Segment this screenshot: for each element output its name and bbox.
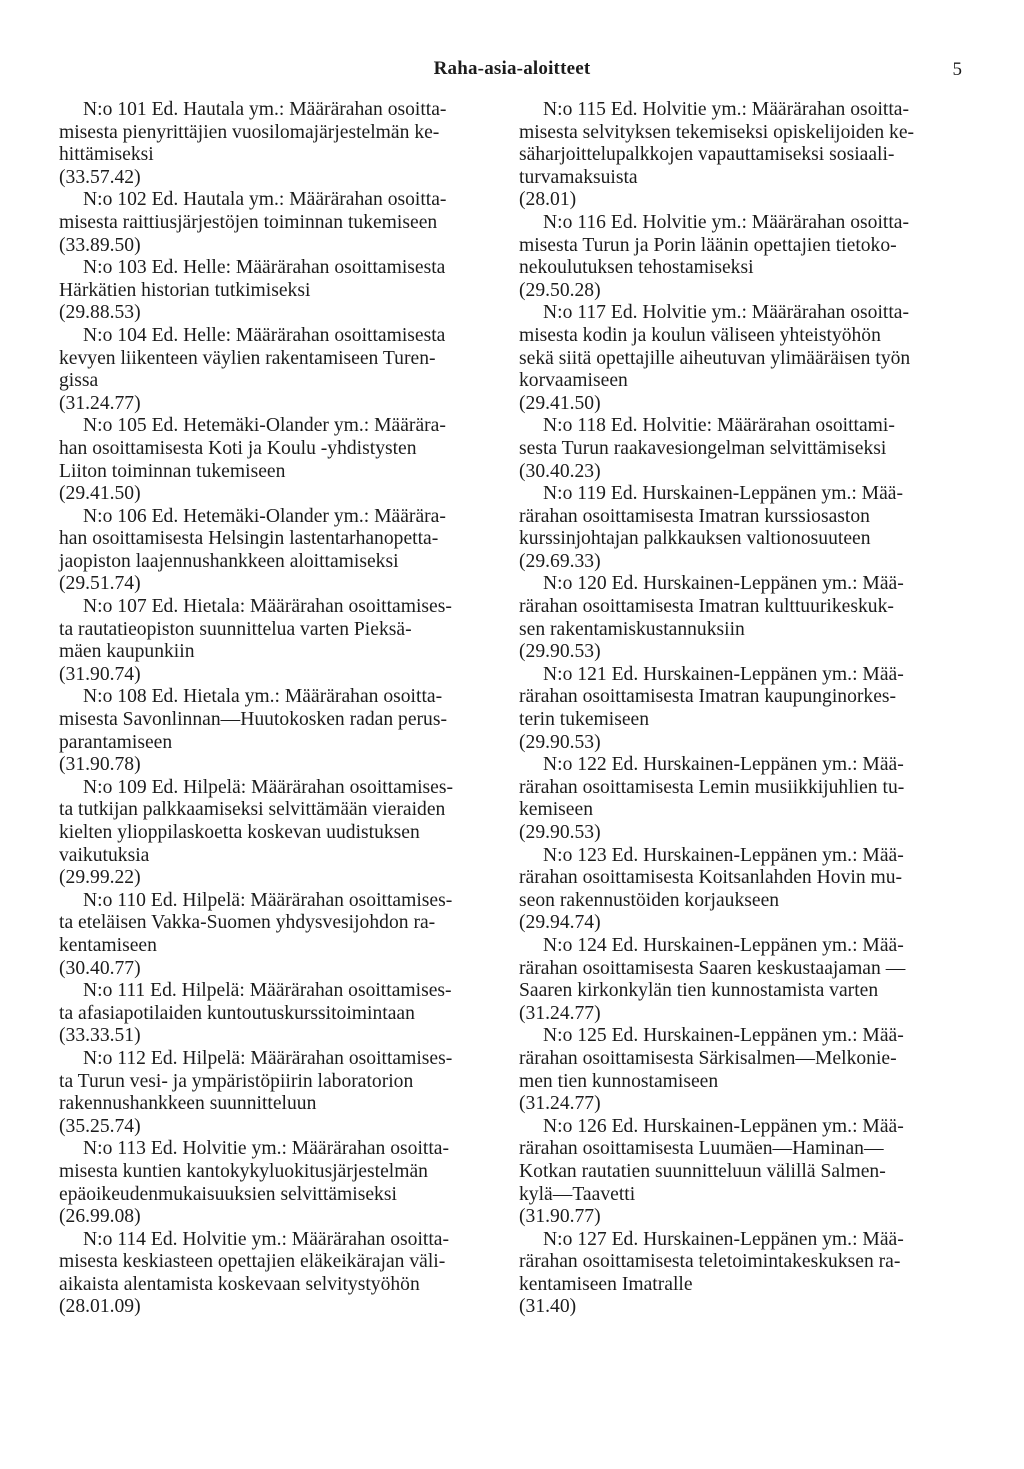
motion-heading-line: N:o 116 Ed. Holvitie ym.: Määrärahan osoitta-	[543, 211, 910, 233]
budget-item-code: (29.50.28)	[519, 279, 601, 301]
motion-heading-line: N:o 127 Ed. Hurskainen-Leppänen ym.: Mää-	[543, 1228, 904, 1250]
motion-text-line: rärahan osoittamisesta Lemin musiikkijuhlien tu-	[519, 776, 905, 798]
motion-text-line: rärahan osoittamisesta Imatran kaupunginorkes-	[519, 686, 897, 708]
budget-item-code: (31.90.78)	[59, 754, 141, 776]
motion-text-line: han osoittamisesta Koti ja Koulu -yhdistysten	[59, 437, 417, 459]
motion-text-line: kevyen liikenteen väylien rakentamiseen Turen-	[59, 347, 436, 369]
motion-text-line: rärahan osoittamisesta Imatran kulttuurikeskuk-	[519, 596, 894, 618]
motion-entry	[59, 99, 504, 189]
motion-heading-line: N:o 107 Ed. Hietala: Määrärahan osoittamises-	[83, 596, 452, 618]
motion-entry	[519, 99, 964, 212]
motion-entry	[519, 212, 964, 302]
motion-heading-line: N:o 110 Ed. Hilpelä: Määrärahan osoittamises-	[83, 889, 453, 911]
motion-text-line: ta tutkijan palkkaamiseksi selvittämään vieraiden	[59, 799, 446, 821]
motion-heading-line: N:o 123 Ed. Hurskainen-Leppänen ym.: Mää-	[543, 844, 904, 866]
budget-item-code: (33.57.42)	[59, 166, 141, 188]
motion-entry	[519, 573, 964, 663]
budget-item-code: (26.99.08)	[59, 1206, 141, 1228]
motion-heading-line: N:o 101 Ed. Hautala ym.: Määrärahan osoitta-	[83, 99, 447, 120]
motion-entry	[59, 189, 504, 257]
budget-item-code: (28.01)	[519, 189, 577, 211]
motion-text-line: hittämiseksi	[59, 144, 154, 166]
motion-entry	[519, 664, 964, 754]
page-title: Raha-asia-aloitteet	[433, 58, 591, 79]
motion-text-line: jaopiston laajennushankkeen aloittamiseksi	[59, 550, 399, 572]
motion-text-line: ta eteläisen Vakka-Suomen yhdysvesijohdon ra-	[59, 912, 436, 934]
motion-text-line: sesta Turun raakavesiongelman selvittämiseksi	[519, 437, 887, 459]
motion-text-line: misesta Turun ja Porin läänin opettajien tietoko-	[519, 234, 897, 256]
motion-text-line: rakennushankkeen suunnitteluun	[59, 1093, 317, 1115]
budget-item-code: (30.40.23)	[519, 460, 601, 482]
motion-text-line: misesta raittiusjärjestöjen toiminnan tukemiseen	[59, 211, 438, 233]
motion-entry	[519, 935, 964, 1025]
motion-text-line: vaikutuksia	[59, 844, 150, 866]
budget-item-code: (29.94.74)	[519, 912, 601, 934]
motion-heading-line: N:o 120 Ed. Hurskainen-Leppänen ym.: Mää-	[543, 573, 904, 595]
motion-text-line: nekoulutuksen tehostamiseksi	[519, 257, 754, 279]
motion-heading-line: N:o 115 Ed. Holvitie ym.: Määrärahan osoitta-	[543, 99, 910, 120]
motion-heading-line: N:o 111 Ed. Hilpelä: Määrärahan osoittamises-	[83, 980, 452, 1002]
motion-heading-line: N:o 109 Ed. Hilpelä: Määrärahan osoittamises-	[83, 776, 454, 798]
motion-heading-line: N:o 125 Ed. Hurskainen-Leppänen ym.: Mää-	[543, 1025, 904, 1047]
motion-text-line: kentamiseen	[59, 934, 157, 956]
motion-text-line: kentamiseen Imatralle	[519, 1273, 693, 1295]
motion-heading-line: N:o 114 Ed. Holvitie ym.: Määrärahan osoitta-	[83, 1228, 450, 1250]
motion-text-line: rärahan osoittamisesta Särkisalmen—Melkonie-	[519, 1047, 897, 1069]
motion-text-line: misesta keskiasteen opettajien eläkeikärajan väli-	[59, 1251, 446, 1273]
motion-text-line: misesta selvityksen tekemiseksi opiskelijoiden ke-	[519, 121, 915, 143]
budget-item-code: (29.41.50)	[59, 483, 141, 505]
budget-item-code: (30.40.77)	[59, 957, 141, 979]
page-number: 5	[952, 59, 962, 80]
motion-entry	[59, 415, 504, 505]
motion-text-line: kurssinjohtajan palkkauksen valtionosuuteen	[519, 528, 871, 550]
motion-text-line: rärahan osoittamisesta Imatran kurssiosaston	[519, 505, 870, 527]
motion-text-line: korvaamiseen	[519, 370, 628, 392]
motion-heading-line: N:o 117 Ed. Holvitie ym.: Määrärahan osoitta-	[543, 302, 910, 324]
motion-text-line: Saaren kirkonkylän tien kunnostamista varten	[519, 980, 879, 1002]
motion-text-line: men tien kunnostamiseen	[519, 1070, 719, 1092]
motion-heading-line: N:o 122 Ed. Hurskainen-Leppänen ym.: Mää-	[543, 754, 904, 776]
motion-text-line: ta Turun vesi- ja ympäristöpiirin laboratorion	[59, 1070, 414, 1092]
motion-entry	[519, 754, 964, 844]
motion-entry	[519, 1025, 964, 1115]
motion-text-line: terin tukemiseen	[519, 709, 650, 731]
budget-item-code: (28.01.09)	[59, 1296, 141, 1318]
budget-item-code: (35.25.74)	[59, 1115, 141, 1137]
motion-text-line: ta afasiapotilaiden kuntoutuskurssitoimintaan	[59, 1002, 415, 1024]
motion-text-line: misesta Savonlinnan—Huutokosken radan perus-	[59, 709, 447, 731]
motion-text-line: han osoittamisesta Helsingin lastentarhanopetta-	[59, 528, 439, 550]
motion-text-line: rärahan osoittamisesta teletoimintakeskuksen ra-	[519, 1251, 901, 1273]
motion-entry	[519, 1116, 964, 1229]
motion-heading-line: N:o 124 Ed. Hurskainen-Leppänen ym.: Mää-	[543, 934, 904, 956]
motion-entry	[59, 1138, 504, 1228]
motion-text-line: rärahan osoittamisesta Saaren keskustaajaman —	[519, 957, 906, 979]
left-column	[59, 99, 504, 1319]
running-header	[0, 58, 1024, 90]
motion-text-line: Härkätien historian tutkimiseksi	[59, 279, 311, 301]
motion-heading-line: N:o 102 Ed. Hautala ym.: Määrärahan osoitta-	[83, 189, 447, 211]
motion-heading-line: N:o 118 Ed. Holvitie: Määrärahan osoittami-	[543, 415, 895, 437]
motion-entry	[59, 257, 504, 325]
motion-text-line: sen rakentamiskustannuksiin	[519, 618, 745, 640]
motion-entry	[59, 506, 504, 596]
motion-text-line: misesta kodin ja koulun väliseen yhteistyöhön	[519, 324, 881, 346]
motion-entry	[59, 1229, 504, 1319]
budget-item-code: (29.41.50)	[519, 392, 601, 414]
motion-text-line: Liiton toiminnan tukemiseen	[59, 460, 286, 482]
motion-entry	[519, 845, 964, 935]
motion-text-line: parantamiseen	[59, 731, 173, 753]
motion-entry	[59, 1048, 504, 1138]
right-column	[519, 99, 964, 1319]
motion-text-line: Kotkan rautatien suunnitteluun välillä Salmen-	[519, 1160, 886, 1182]
motion-heading-line: N:o 121 Ed. Hurskainen-Leppänen ym.: Mää-	[543, 663, 904, 685]
motion-text-line: seon rakennustöiden korjaukseen	[519, 889, 780, 911]
budget-item-code: (29.90.53)	[519, 822, 601, 843]
motion-entry	[519, 415, 964, 483]
motion-entry	[59, 890, 504, 980]
budget-item-code: (29.69.33)	[519, 550, 601, 572]
motion-text-line: säharjoittelupalkkojen vapauttamiseksi sosiaali-	[519, 144, 895, 166]
motion-heading-line: N:o 106 Ed. Hetemäki-Olander ym.: Määrära-	[83, 505, 446, 527]
motion-text-line: kielten ylioppilaskoetta koskevan uudistuksen	[59, 822, 420, 843]
motion-entry	[59, 686, 504, 776]
motion-heading-line: N:o 119 Ed. Hurskainen-Leppänen ym.: Mää-	[543, 483, 904, 505]
budget-item-code: (31.90.74)	[59, 663, 141, 685]
motion-text-line: sekä siitä opettajille aiheutuvan ylimääräisen työn	[519, 347, 911, 369]
motion-text-line: kylä—Taavetti	[519, 1183, 636, 1205]
motion-heading-line: N:o 105 Ed. Hetemäki-Olander ym.: Määrära-	[83, 415, 446, 437]
motion-text-line: misesta kuntien kantokykyluokitusjärjestelmän	[59, 1160, 428, 1182]
motion-entry	[519, 483, 964, 573]
motion-entry	[519, 302, 964, 415]
budget-item-code: (29.88.53)	[59, 302, 141, 324]
budget-item-code: (29.99.22)	[59, 867, 141, 889]
budget-item-code: (33.89.50)	[59, 234, 141, 256]
motion-heading-line: N:o 112 Ed. Hilpelä: Määrärahan osoittamises-	[83, 1047, 453, 1069]
motion-text-line: kemiseen	[519, 799, 593, 821]
motion-text-line: mäen kaupunkiin	[59, 641, 195, 663]
motion-text-line: misesta pienyrittäjien vuosilomajärjestelmän ke-	[59, 121, 440, 143]
motion-heading-line: N:o 108 Ed. Hietala ym.: Määrärahan osoitta-	[83, 686, 443, 708]
motion-text-line: rärahan osoittamisesta Luumäen—Haminan—	[519, 1138, 884, 1160]
budget-item-code: (33.33.51)	[59, 1025, 141, 1047]
motion-text-line: ta rautatieopiston suunnittelua varten Pieksä-	[59, 618, 412, 640]
motion-entry	[59, 596, 504, 686]
budget-item-code: (31.40)	[519, 1296, 577, 1318]
motion-heading-line: N:o 113 Ed. Holvitie ym.: Määrärahan osoitta-	[83, 1138, 450, 1160]
motion-text-line: epäoikeudenmukaisuuksien selvittämiseksi	[59, 1183, 397, 1205]
motion-heading-line: N:o 104 Ed. Helle: Määrärahan osoittamisesta	[83, 324, 446, 346]
motion-entry	[59, 980, 504, 1048]
motion-heading-line: N:o 103 Ed. Helle: Määrärahan osoittamisesta	[83, 257, 446, 279]
motion-entry	[59, 325, 504, 415]
motion-heading-line: N:o 126 Ed. Hurskainen-Leppänen ym.: Mää-	[543, 1115, 904, 1137]
budget-item-code: (31.24.77)	[519, 1002, 601, 1024]
budget-item-code: (31.90.77)	[519, 1206, 601, 1228]
motion-text-line: gissa	[59, 370, 99, 392]
budget-item-code: (29.51.74)	[59, 573, 141, 595]
motion-entry	[59, 777, 504, 890]
motion-text-line: rärahan osoittamisesta Koitsanlahden Hovin mu-	[519, 867, 903, 889]
motion-entry	[519, 1229, 964, 1319]
motion-text-line: aikaista alentamista koskevaan selvitystyöhön	[59, 1273, 420, 1295]
budget-item-code: (29.90.53)	[519, 641, 601, 663]
budget-item-code: (29.90.53)	[519, 731, 601, 753]
budget-item-code: (31.24.77)	[519, 1093, 601, 1115]
budget-item-code: (31.24.77)	[59, 392, 141, 414]
motion-text-line: turvamaksuista	[519, 166, 638, 188]
